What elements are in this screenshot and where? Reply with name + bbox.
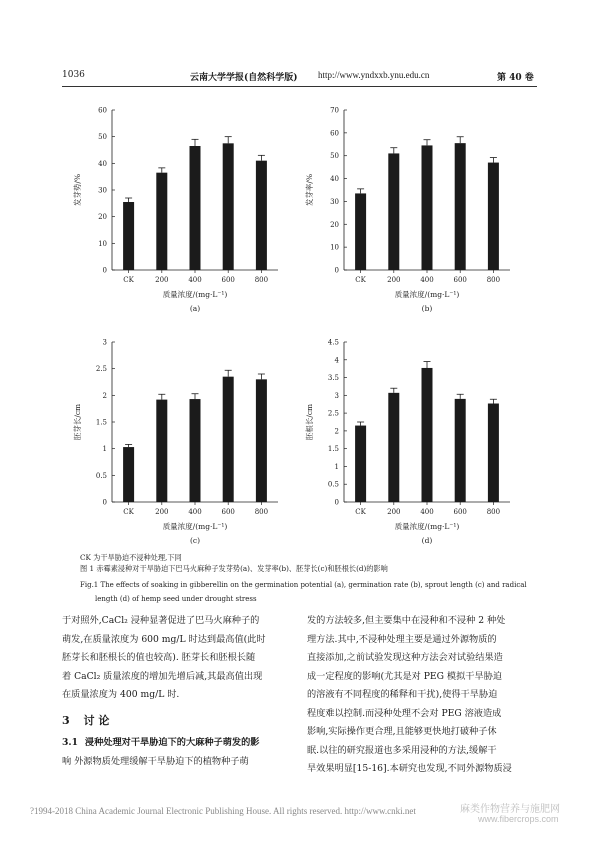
header-rule bbox=[62, 86, 537, 87]
y-tick-label: 3 bbox=[102, 338, 107, 347]
left-line-3: 胚芽长和胚根长的值也较高). 胚芽长和胚根长随 bbox=[62, 652, 256, 663]
bar bbox=[256, 161, 267, 270]
journal-url[interactable]: http://www.yndxxb.ynu.edu.cn bbox=[318, 70, 430, 80]
y-tick-label: 1 bbox=[334, 462, 339, 471]
y-tick-label: 10 bbox=[330, 243, 339, 252]
bar bbox=[223, 377, 234, 502]
y-axis-label: 发芽率/% bbox=[305, 173, 314, 207]
subsection-number: 3.1 bbox=[62, 737, 78, 748]
left-line-4: 着 CaCl₂ 质量浓度的增加先增后减,其最高值出现 bbox=[62, 670, 263, 682]
y-tick-label: 60 bbox=[330, 129, 339, 138]
volume-label: 第 40 卷 bbox=[497, 73, 534, 83]
figure-caption-en-line1: Fig.1 The effects of soaking in gibberellin on the germination potential (a), germination rate (b), sprout length (c) and radical bbox=[80, 581, 527, 589]
x-tick-label: 800 bbox=[254, 508, 269, 516]
chart-a bbox=[66, 98, 286, 324]
y-tick-label: 30 bbox=[330, 197, 339, 206]
bar bbox=[123, 447, 134, 502]
y-tick-label: 60 bbox=[98, 106, 107, 115]
bar bbox=[190, 146, 201, 270]
x-tick-label: 200 bbox=[387, 276, 401, 284]
chart-d bbox=[298, 330, 518, 556]
x-tick-label: 600 bbox=[221, 276, 235, 284]
left-line-1: 于对照外,CaCl₂ 浸种显著促进了巴马火麻种子的 bbox=[62, 615, 260, 626]
bar bbox=[156, 400, 167, 502]
section-heading bbox=[62, 712, 109, 728]
x-tick-label: 400 bbox=[188, 276, 202, 284]
x-tick-label: 800 bbox=[486, 508, 501, 516]
y-tick-label: 3.5 bbox=[327, 374, 339, 383]
right-line-2: 理方法.其中,不浸种处理主要是通过外源物质的 bbox=[307, 633, 497, 645]
bar bbox=[123, 202, 134, 270]
panel-label: (d) bbox=[421, 536, 433, 545]
x-axis-label: 质量浓度/(mg·L⁻¹) bbox=[162, 290, 228, 299]
chart-d-svg bbox=[298, 330, 518, 552]
bar bbox=[355, 426, 366, 502]
y-tick-label: 0.5 bbox=[95, 471, 107, 480]
bar bbox=[388, 153, 399, 270]
y-tick-label: 0.5 bbox=[327, 480, 339, 489]
bar bbox=[422, 368, 433, 502]
x-tick-label: CK bbox=[355, 508, 366, 516]
x-tick-label: 200 bbox=[387, 508, 401, 516]
bar bbox=[388, 393, 399, 502]
y-tick-label: 20 bbox=[98, 213, 107, 222]
chart-c bbox=[66, 330, 286, 556]
subsection-line1: 浸种处理对干旱胁迫下的大麻种子萌发的影 bbox=[84, 737, 260, 748]
x-tick-label: 800 bbox=[486, 276, 501, 284]
y-axis-label: 胚根长/cm bbox=[305, 403, 314, 441]
right-line-8: 眠.以往的研究报道也多采用浸种的方法,缓解干 bbox=[307, 744, 497, 756]
y-tick-label: 50 bbox=[98, 133, 107, 142]
x-tick-label: CK bbox=[123, 508, 134, 516]
x-tick-label: 800 bbox=[254, 276, 269, 284]
x-axis-label: 质量浓度/(mg·L⁻¹) bbox=[394, 522, 460, 531]
panel-label: (b) bbox=[421, 304, 433, 313]
bar bbox=[355, 193, 366, 270]
figure-note: CK 为干旱胁迫不浸种处理,下同 bbox=[80, 553, 182, 562]
bar bbox=[190, 399, 201, 502]
x-tick-label: 600 bbox=[453, 276, 467, 284]
y-tick-label: 2.5 bbox=[327, 409, 339, 418]
watermark-zh: 麻类作物营养与施肥网 bbox=[460, 804, 560, 815]
copyright-text: ?1994-2018 China Academic Journal Electronic Publishing House. All rights reserved. http://www.cnki.net bbox=[30, 806, 416, 816]
bar bbox=[488, 163, 499, 270]
x-tick-label: 400 bbox=[188, 508, 202, 516]
left-line-5: 在质量浓度为 400 mg/L 时. bbox=[62, 689, 180, 700]
page-number: 1036 bbox=[62, 70, 85, 80]
chart-b bbox=[298, 98, 518, 324]
section-title: 讨 论 bbox=[83, 714, 110, 727]
y-tick-label: 2 bbox=[334, 427, 339, 436]
y-tick-label: 10 bbox=[98, 239, 107, 248]
right-line-1: 发的方法较多,但主要集中在浸种和不浸种 2 种处 bbox=[307, 615, 506, 626]
y-tick-label: 50 bbox=[330, 152, 339, 161]
chart-a-svg bbox=[66, 98, 286, 320]
left-line-2: 萌发,在质量浓度为 600 mg/L 时达到最高值(此时 bbox=[62, 633, 266, 645]
page-header bbox=[0, 70, 595, 84]
right-line-7: 影响,实际操作更合理,且能够更快地打破种子休 bbox=[307, 726, 497, 737]
x-tick-label: CK bbox=[355, 276, 366, 284]
bar bbox=[488, 404, 499, 502]
x-tick-label: 600 bbox=[453, 508, 467, 516]
right-paragraph bbox=[307, 612, 539, 779]
right-line-6: 程度难以控制.而浸种处理不会对 PEG 溶液造成 bbox=[307, 707, 502, 719]
chart-b-svg bbox=[298, 98, 518, 320]
y-axis-label: 发芽势/% bbox=[73, 173, 82, 207]
left-paragraph bbox=[62, 612, 292, 705]
y-tick-label: 3 bbox=[334, 391, 339, 400]
watermark-url: www.fibercrops.com bbox=[478, 814, 559, 824]
right-line-5: 的溶液有不同程度的稀释和干扰),使得干旱胁迫 bbox=[307, 689, 498, 700]
y-axis-label: 胚芽长/cm bbox=[73, 403, 82, 441]
x-tick-label: 200 bbox=[155, 508, 169, 516]
y-tick-label: 1.5 bbox=[95, 418, 107, 427]
y-tick-label: 0 bbox=[102, 498, 107, 507]
right-line-4: 成一定程度的影响(尤其是对 PEG 模拟干旱胁迫 bbox=[307, 670, 503, 682]
bar bbox=[256, 379, 267, 502]
y-tick-label: 4 bbox=[334, 356, 339, 365]
x-axis-label: 质量浓度/(mg·L⁻¹) bbox=[394, 290, 460, 299]
bar bbox=[223, 143, 234, 270]
bar bbox=[455, 143, 466, 270]
panel-label: (c) bbox=[189, 536, 201, 545]
x-tick-label: 400 bbox=[420, 508, 434, 516]
x-tick-label: 600 bbox=[221, 508, 235, 516]
journal-name: 云南大学学报(自然科学版) bbox=[190, 73, 298, 83]
y-tick-label: 0 bbox=[334, 498, 339, 507]
y-tick-label: 1.5 bbox=[327, 445, 339, 454]
x-tick-label: 400 bbox=[420, 276, 434, 284]
x-axis-label: 质量浓度/(mg·L⁻¹) bbox=[162, 522, 228, 531]
y-tick-label: 40 bbox=[330, 175, 339, 184]
panel-label: (a) bbox=[189, 304, 201, 313]
x-tick-label: 200 bbox=[155, 276, 169, 284]
y-tick-label: 40 bbox=[98, 159, 107, 168]
y-tick-label: 70 bbox=[330, 106, 339, 115]
bar bbox=[422, 145, 433, 270]
y-tick-label: 1 bbox=[102, 445, 107, 454]
subsection-line2: 响 外源物质处理缓解干旱胁迫下的植物种子萌 bbox=[62, 755, 249, 767]
y-tick-label: 4.5 bbox=[327, 338, 339, 347]
x-tick-label: CK bbox=[123, 276, 134, 284]
bar bbox=[455, 399, 466, 502]
y-tick-label: 0 bbox=[102, 266, 107, 275]
y-tick-label: 30 bbox=[98, 186, 107, 195]
y-tick-label: 2.5 bbox=[95, 365, 107, 374]
subsection-heading bbox=[62, 734, 292, 771]
figure-caption-en-line2: length (d) of hemp seed under drought stress bbox=[95, 595, 257, 603]
y-tick-label: 20 bbox=[330, 220, 339, 229]
bar bbox=[156, 173, 167, 270]
right-line-9: 旱效果明显[15-16].本研究也发现,不同外源物质浸 bbox=[307, 763, 512, 774]
figure-caption-zh: 图 1 赤霉素浸种对干旱胁迫下巴马火麻种子发芽势(a)、发芽率(b)、胚芽长(c)和胚根长(d)的影响 bbox=[80, 564, 388, 573]
y-tick-label: 0 bbox=[334, 266, 339, 275]
section-number: 3 bbox=[62, 714, 70, 727]
chart-c-svg bbox=[66, 330, 286, 552]
right-line-3: 直接添加,之前试验发现这种方法会对试验结果造 bbox=[307, 652, 503, 663]
y-tick-label: 2 bbox=[102, 391, 107, 400]
